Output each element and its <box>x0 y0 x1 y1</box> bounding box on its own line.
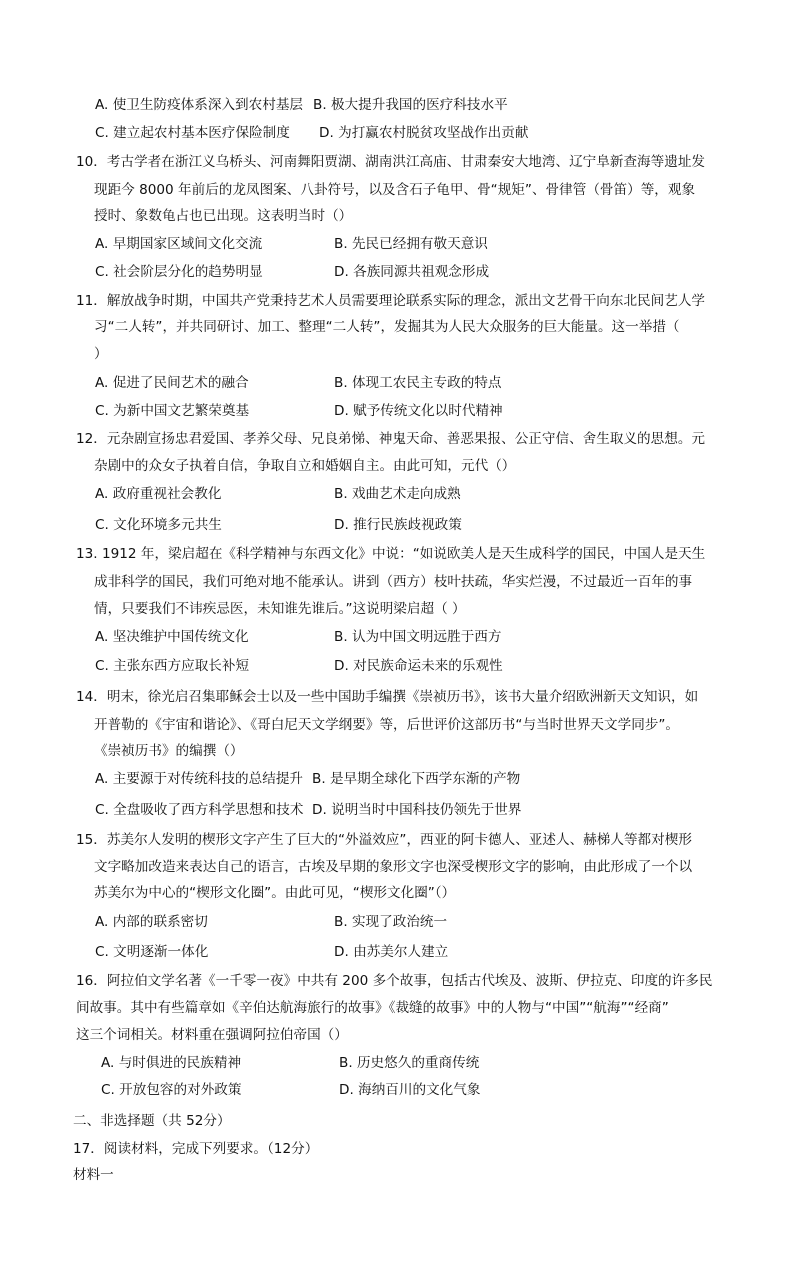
q11-stem-line-3: ） <box>94 346 108 362</box>
q13-stem-line-2: 成非科学的国民，我们可绝对地不能承认。讲到（西方）枝叶扶疏，华实烂漫，不过最近一百年的事 <box>94 574 693 590</box>
q13-stem-line-3: 情，只要我们不讳疾忌医，未知谁先谁后。”这说明梁启超（ ） <box>94 601 466 617</box>
q14-option-d: D. 说明当时中国科技仍领先于世界 <box>312 802 522 818</box>
q9-option-a: A. 使卫生防疫体系深入到农村基层 <box>95 97 304 113</box>
q14-stem-line-1: 14．明末，徐光启召集耶稣会士以及一些中国助手编撰《崇祯历书》，该书大量介绍欧洲新天文知识，如 <box>76 689 699 705</box>
q15-option-d: D. 由苏美尔人建立 <box>334 944 449 960</box>
q14-stem-line-2: 开普勒的《宇宙和谐论》、《哥白尼天文学纲要》等，后世评价这部历书“与当时世界天文学同步”。 <box>94 717 680 733</box>
q11-option-d: D. 赋予传统文化以时代精神 <box>334 403 503 419</box>
q16-option-a: A. 与时俱进的民族精神 <box>101 1055 242 1071</box>
q15-option-a: A. 内部的联系密切 <box>95 914 208 930</box>
q11-option-b: B. 体现工农民主专政的特点 <box>334 375 502 391</box>
q10-option-b: B. 先民已经拥有敬天意识 <box>334 236 488 252</box>
q16-option-b: B. 历史悠久的重商传统 <box>339 1055 480 1071</box>
q15-option-b: B. 实现了政治统一 <box>334 914 448 930</box>
q14-option-a: A. 主要源于对传统科技的总结提升 <box>95 771 304 787</box>
q12-stem-line-2: 杂剧中的众女子执着自信，争取自立和婚姻自主。由此可知，元代（） <box>94 458 516 474</box>
q12-option-d: D. 推行民族歧视政策 <box>334 517 462 533</box>
q12-option-b: B. 戏曲艺术走向成熟 <box>334 486 461 502</box>
q10-option-c: C. 社会阶层分化的趋势明显 <box>95 264 263 280</box>
q13-option-d: D. 对民族命运未来的乐观性 <box>334 658 503 674</box>
q11-option-c: C. 为新中国文艺繁荣奠基 <box>95 403 250 419</box>
q9-option-d: D. 为打赢农村脱贫攻坚战作出贡献 <box>319 125 529 141</box>
q16-stem-line-1: 16．阿拉伯文学名著《一千零一夜》中共有 200 多个故事，包括古代埃及、波斯、伊拉克、印度的许多民 <box>76 973 713 989</box>
q12-option-a: A. 政府重视社会教化 <box>95 486 222 502</box>
q10-stem-line-2: 现距今 8000 年前后的龙凤图案、八卦符号，以及含石子龟甲、骨“规矩”、骨律管（骨笛）等，观象 <box>94 182 696 198</box>
q9-option-b: B. 极大提升我国的医疗科技水平 <box>313 97 508 113</box>
q16-option-d: D. 海纳百川的文化气象 <box>339 1082 481 1098</box>
q14-option-c: C. 全盘吸收了西方科学思想和技术 <box>95 802 304 818</box>
q13-option-b: B. 认为中国文明远胜于西方 <box>334 629 502 645</box>
q11-option-a: A. 促进了民间艺术的融合 <box>95 375 249 391</box>
q12-option-c: C. 文化环境多元共生 <box>95 517 222 533</box>
q14-stem-line-3: 《崇祯历书》的编撰（） <box>94 743 244 759</box>
q16-stem-line-2: 间故事。其中有些篇章如《辛伯达航海旅行的故事》《裁缝的故事》中的人物与“中国”“航海”“经商” <box>76 1000 669 1016</box>
q13-option-a: A. 坚决维护中国传统文化 <box>95 629 249 645</box>
q14-option-b: B. 是早期全球化下西学东渐的产物 <box>312 771 521 787</box>
section-heading: 二、非选择题（共 52分） <box>73 1113 231 1129</box>
q11-stem-line-1: 11．解放战争时期，中国共产党秉持艺术人员需要理论联系实际的理念，派出文艺骨干向东北民间艺人学 <box>76 293 706 309</box>
q17-material-label: 材料一 <box>73 1167 114 1183</box>
q15-option-c: C. 文明逐渐一体化 <box>95 944 209 960</box>
q11-stem-line-2: 习“二人转”，并共同研讨、加工、整理“二人转”，发掘其为人民大众服务的巨大能量。这一举措（ <box>94 319 680 335</box>
q17-stem: 17．阅读材料，完成下列要求。（12分） <box>73 1141 319 1157</box>
q15-stem-line-2: 文字略加改造来表达自己的语言，古埃及早期的象形文字也深受楔形文字的影响，由此形成了一个以 <box>94 859 693 875</box>
q15-stem-line-1: 15．苏美尔人发明的楔形文字产生了巨大的“外溢效应”，西亚的阿卡德人、亚述人、赫梯人等都对楔形 <box>76 832 692 848</box>
q16-stem-line-3: 这三个词相关。材料重在强调阿拉伯帝国（） <box>76 1027 348 1043</box>
q10-option-a: A. 早期国家区域间文化交流 <box>95 236 263 252</box>
q12-stem-line-1: 12．元杂剧宣扬忠君爱国、孝养父母、兄良弟悌、神鬼天命、善恶果报、公正守信、舍生取义的思想。元 <box>76 431 706 447</box>
q15-stem-line-3: 苏美尔为中心的“楔形文化圈”。由此可见，“楔形文化圈”（） <box>94 885 456 901</box>
q10-stem-line-1: 10．考古学者在浙江义乌桥头、河南舞阳贾湖、湖南洪江高庙、甘肃秦安大地湾、辽宁阜新查海等遗址发 <box>76 154 706 170</box>
q10-stem-line-3: 授时、象数龟占也已出现。这表明当时（） <box>94 208 353 224</box>
q16-option-c: C. 开放包容的对外政策 <box>101 1082 242 1098</box>
q13-option-c: C. 主张东西方应取长补短 <box>95 658 250 674</box>
q13-stem-line-1: 13. 1912 年，梁启超在《科学精神与东西文化》中说：“如说欧美人是天生成科学的国民，中国人是天生 <box>76 546 706 562</box>
q10-option-d: D. 各族同源共祖观念形成 <box>334 264 490 280</box>
q9-option-c: C. 建立起农村基本医疗保险制度 <box>95 125 290 141</box>
